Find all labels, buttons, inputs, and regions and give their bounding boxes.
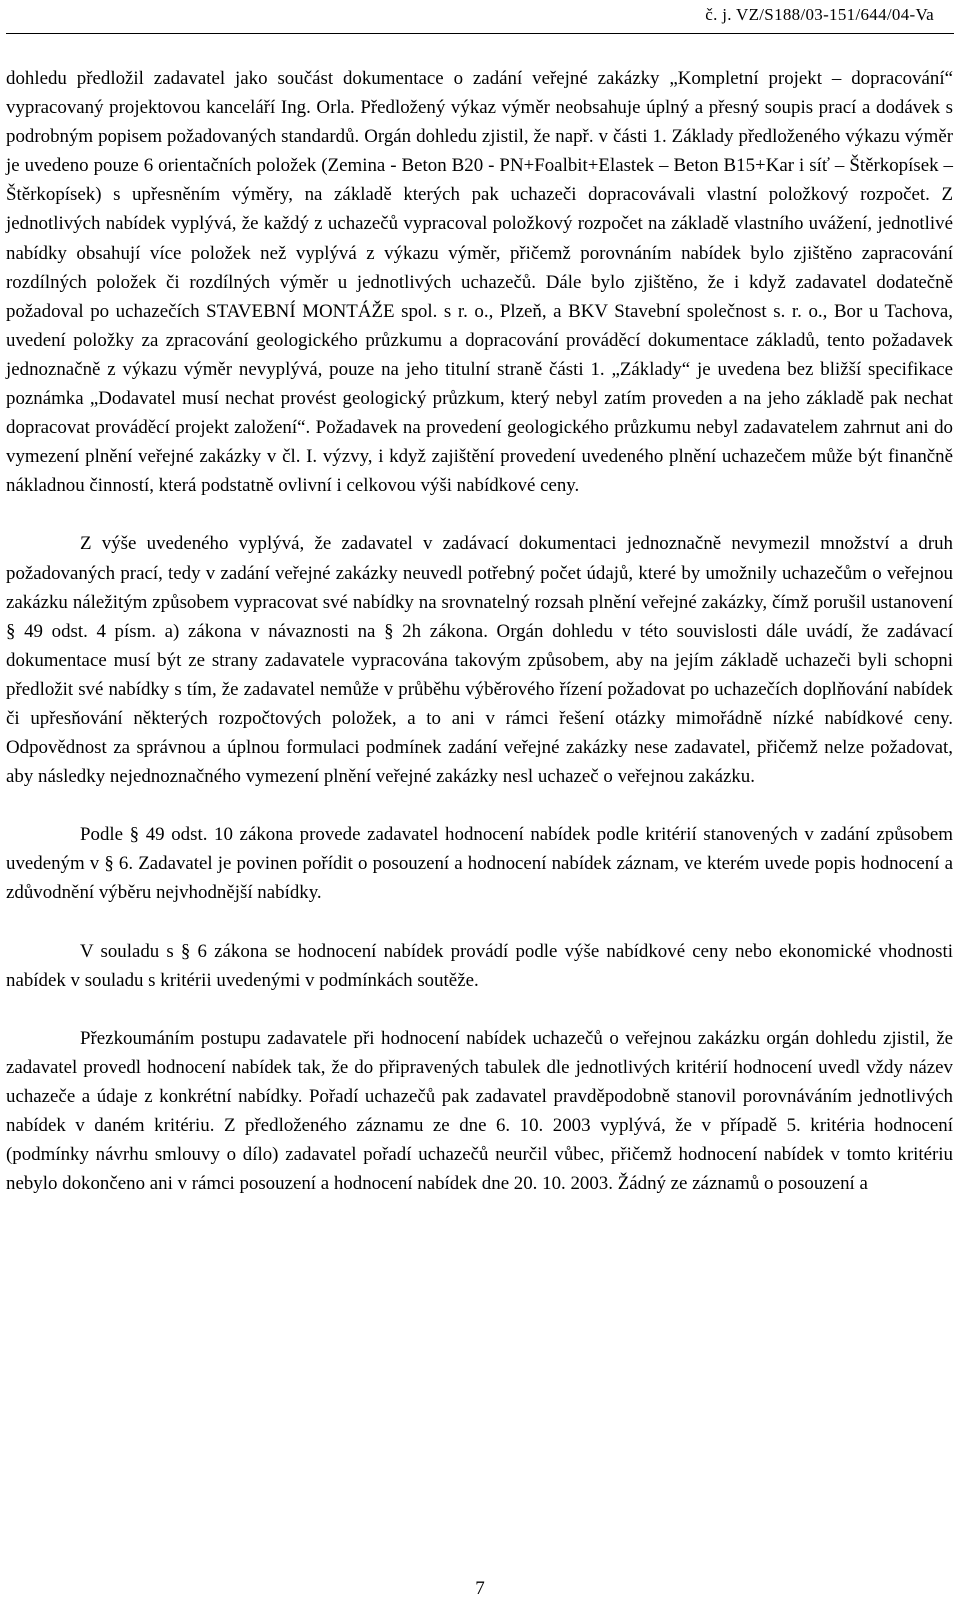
paragraph-continuation: dohledu předložil zadavatel jako součást dokumentace o zadání veřejné zakázky „Kompletní projekt – dopracování“ vypracovaný projektovou kanceláří Ing. Orla. Předložený výkaz výměr neobsahuje úplný a přesný soupis prací a dodávek s podrobným popisem požadovaných standardů. Orgán dohledu zjistil, že např. v části 1. Základy předloženého výkazu výměr je uvedeno pouze 6 orientačních položek (Zemina - Beton B20 - PN+Foalbit+Elastek – Beton B15+Kar i síť – Štěrkopísek – Štěrkopísek) s upřesněním výměry, na základě kterých pak uchazeči dopracovávali vlastní položkový rozpočet. Z jednotlivých nabídek vyplývá, že každý z uchazečů vypracoval položkový rozpočet na základě vlastního uvážení, jednotlivé nabídky obsahují více položek než vyplývá z výkazu výměr, přičemž porovnáním nabídek bylo zjištěno zapracování rozdílných položek či rozdílných výměr u jednotlivých uchazečů. Dále bylo zjištěno, že i když zadavatel dodatečně požadoval po uchazečích STAVEBNÍ MONTÁŽE spol. s r. o., Plzeň, a BKV Stavební společnost s. r. o., Bor u Tachova, uvedení položky za zpracování geologického průzkumu a dopracování prováděcí dokumentace základů, tento požadavek jednoznačně z výkazu výměr nevyplývá, pouze na jeho titulní straně části 1. „Základy“ je uvedena bez bližší specifikace poznámka „Dodavatel musí nechat provést geologický průzkum, který nebyl zatím proveden a na jeho základě pak nechat dopracovat prováděcí projekt založení“. Požadavek na provedení geologického průzkumu nebyl zadavatelem zahrnut ani do vymezení plnění veřejné zakázky v čl. I. výzvy, i když zajištění provedení uvedeného plnění uchazečem může být finančně nákladnou činností, která podstatně ovlivní i celkovou výši nabídkové ceny. (6, 68, 953, 497)
case-reference: č. j. VZ/S188/03-151/644/04-Va (705, 5, 934, 24)
header-rule (6, 33, 954, 34)
paragraph-section-49: Podle § 49 odst. 10 zákona provede zadavatel hodnocení nabídek podle kritérií stanovených v zadání způsobem uvedeným v § 6. Zadavatel je povinen pořídit o posouzení a hodnocení nabídek záznam, ve kterém uvede popis hodnocení a zdůvodnění výběru nejvhodnější nabídky. (6, 824, 953, 904)
paragraph-gap (6, 791, 953, 820)
page-number: 7 (475, 1578, 485, 1599)
paragraph-gap (6, 500, 953, 529)
paragraph-gap (6, 995, 953, 1024)
paragraph-gap (6, 908, 953, 937)
paragraph-conclusion: Z výše uvedeného vyplývá, že zadavatel v zadávací dokumentaci jednoznačně nevymezil množství a druh požadovaných prací, tedy v zadání veřejné zakázky neuvedl potřebný počet údajů, které by umožnily uchazečům o veřejnou zakázku náležitým způsobem vypracovat své nabídky na srovnatelný rozsah plnění veřejné zakázky, čímž porušil ustanovení § 49 odst. 4 písm. a) zákona v návaznosti na § 2h zákona. Orgán dohledu v této souvislosti dále uvádí, že zadávací dokumentace musí být ze strany zadavatele vypracována takovým způsobem, aby na jejím základě uchazeči byli schopni předložit své nabídky s tím, že zadavatel nemůže v průběhu výběrového řízení požadovat po uchazečích doplňování nabídek či upřesňování některých rozpočtových položek, a to ani v rámci řešení otázky mimořádně nízké nabídkové ceny. Odpovědnost za správnou a úplnou formulaci podmínek zadání veřejné zakázky nese zadavatel, přičemž nelze požadovat, aby následky nejednoznačného vymezení plnění veřejné zakázky nesl uchazeč o veřejnou zakázku. (6, 533, 953, 788)
paragraph-evaluation-review: Přezkoumáním postupu zadavatele při hodnocení nabídek uchazečů o veřejnou zakázku orgán dohledu zjistil, že zadavatel provedl hodnocení nabídek tak, že do připravených tabulek dle jednotlivých kritérií hodnocení uvedl vždy název uchazeče a údaje z konkrétní nabídky. Pořadí uchazečů pak zadavatel pravděpodobně stanovil porovnáváním jednotlivých nabídek v daném kritériu. Z předloženého záznamu ze dne 6. 10. 2003 vyplývá, že v případě 5. kritéria hodnocení (podmínky návrhu smlouvy o dílo) zadavatel pořadí uchazečů neurčil vůbec, přičemž hodnocení nabídek v tomto kritériu nebylo dokončeno ani v rámci posouzení a hodnocení nabídek dne 20. 10. 2003. Žádný ze záznamů o posouzení a (6, 1027, 953, 1195)
document-body (6, 64, 953, 1198)
paragraph-section-6: V souladu s § 6 zákona se hodnocení nabídek provádí podle výše nabídkové ceny nebo ekonomické vhodnosti nabídek v souladu s kritérii uvedenými v podmínkách soutěže. (6, 940, 953, 991)
